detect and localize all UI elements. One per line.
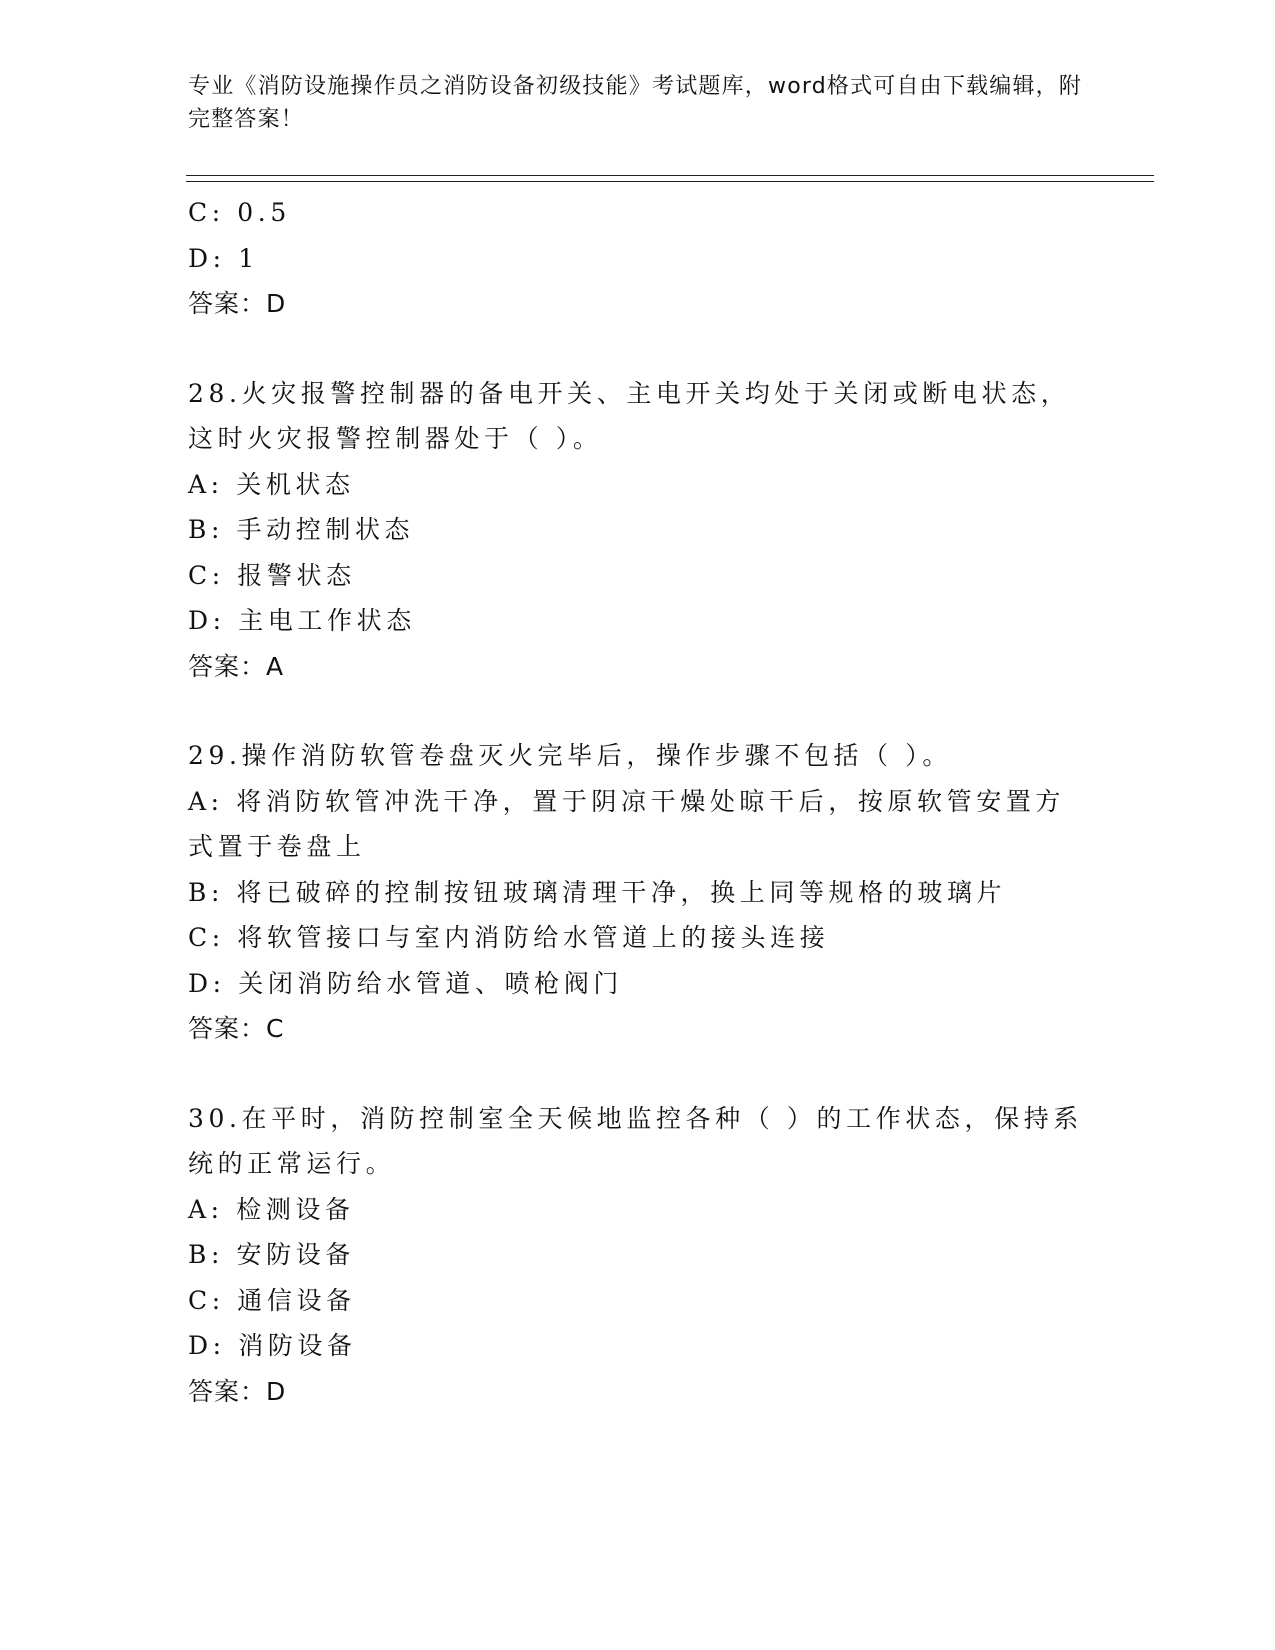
- question-27-continued: [188, 190, 1088, 327]
- answer-line: 答案：D: [188, 1376, 287, 1406]
- answer-line: 答案：A: [188, 651, 285, 681]
- option-c: C: 0.5: [188, 198, 291, 227]
- question-text: 28.火灾报警控制器的备电开关、主电开关均处于关闭或断电状态，这时火灾报警控制器处于（ ）。: [188, 378, 1071, 453]
- option-c: C: 报警状态: [188, 560, 356, 590]
- question-text: 30.在平时，消防控制室全天候地监控各种（ ）的工作状态，保持系统的正常运行。: [188, 1103, 1083, 1178]
- option-c: C: 将软管接口与室内消防给水管道上的接头连接: [188, 923, 830, 952]
- spacer: [188, 689, 1088, 733]
- question-30: [188, 1096, 1088, 1415]
- document-header: 专业《消防设施操作员之消防设备初级技能》考试题库，word格式可自由下载编辑，附完整答案！: [188, 74, 1083, 132]
- question-28: [188, 371, 1088, 690]
- option-d: D: 1: [188, 243, 259, 273]
- option-b: B: 将已破碎的控制按钮玻璃清理干净，换上同等规格的玻璃片: [188, 877, 1007, 907]
- option-a: A: 检测设备: [188, 1194, 355, 1224]
- option-d: D: 主电工作状态: [188, 606, 416, 635]
- option-d: D: 消防设备: [188, 1331, 357, 1360]
- header-rule-top: [186, 175, 1154, 176]
- option-b: B: 手动控制状态: [188, 515, 415, 544]
- option-c: C: 通信设备: [188, 1285, 356, 1315]
- option-a: A: 将消防软管冲洗干净，置于阴凉干燥处晾干后，按原软管安置方式置于卷盘上: [188, 786, 1066, 861]
- question-29: [188, 733, 1088, 1052]
- header-rule-bottom: [186, 181, 1154, 182]
- answer-line: 答案：D: [188, 289, 287, 318]
- spacer: [188, 1052, 1088, 1096]
- option-b: B: 安防设备: [188, 1240, 355, 1269]
- option-a: A: 关机状态: [188, 469, 355, 499]
- question-text: 29.操作消防软管卷盘灭火完毕后，操作步骤不包括（ ）。: [188, 741, 953, 770]
- answer-line: 答案：C: [188, 1014, 285, 1043]
- option-d: D: 关闭消防给水管道、喷枪阀门: [188, 968, 624, 998]
- question-list: [188, 190, 1088, 1414]
- spacer: [188, 327, 1088, 371]
